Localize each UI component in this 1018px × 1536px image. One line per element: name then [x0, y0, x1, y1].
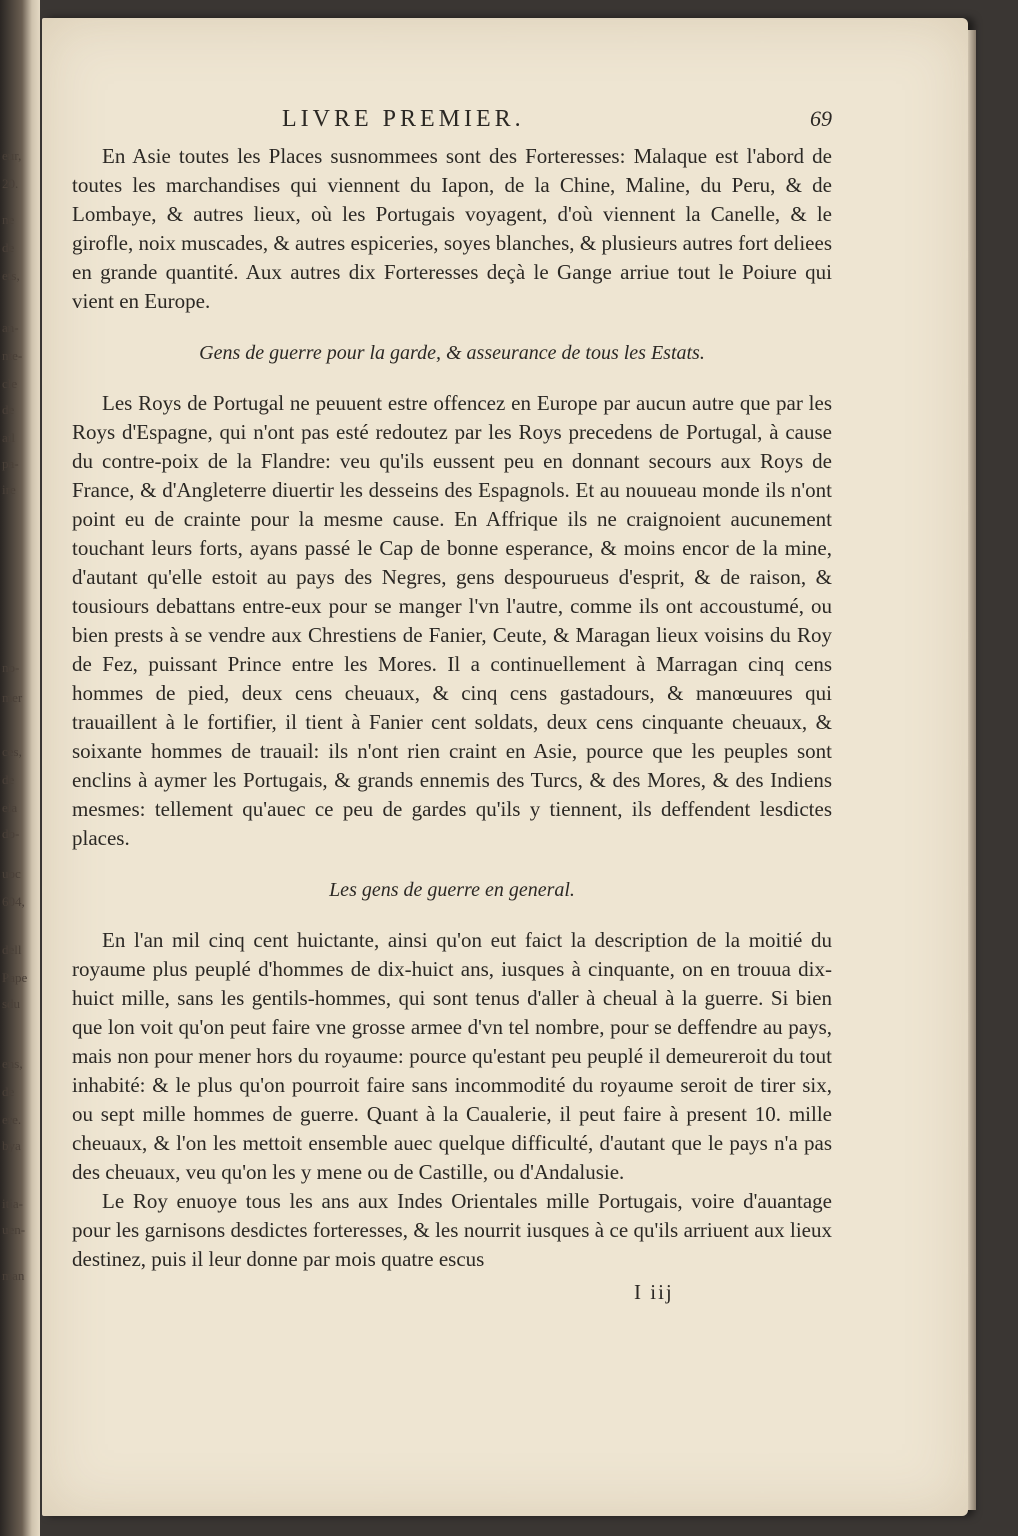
- margin-fragment: de: [2, 402, 15, 417]
- margin-fragment: de: [2, 772, 15, 787]
- margin-fragment: de: [2, 240, 15, 255]
- margin-fragment: de: [2, 1084, 15, 1099]
- page-number: 69: [810, 106, 832, 131]
- margin-fragment: ets,: [2, 268, 20, 283]
- adjacent-page-edge: [0, 0, 40, 1536]
- margin-fragment: ela: [2, 800, 18, 815]
- paragraph-kings-of-portugal: Les Roys de Portugal ne peuuent estre offencez en Europe par aucun autre que par les Roys d'Espagne, qui n'ont pas esté redoutez par les Roys precedens de Portugal, à cause du contre-poix de la Flandre: veu qu'ils eussent peu en donnant secours aux Roys de France, & d'Angleterre diuertir les desseins des Espagnols. Et au nouueau monde ils n'ont point eu de crainte pour la mesme cause. En Affrique ils ne craignoient aucunement touchant leurs forts, ayans passé le Cap de bonne esperance, & moins encor de la mine, d'autant qu'elle estoit au pays des Negres, gens despourueus d'esprit, & de raison, & tousiours debattans entre-eux pour se manger l'vn l'autre, comme ils ont accoustumé, ou bien prests à se vendre aux Chrestiens de Fanier, Ceute, & Maragan lieux voisins du Roy de Fez, puissant Prince entre les Mores. Il a continuellement à Marragan cinq cens hommes de pied, deux cens cheuaux, & cinq cens gastadours, & manœuures qui trauaillent à le fortifier, il tient à Fanier cent soldats, deux cens cinquante cheuaux, & soixante hommes de trauail: ils n'ont rien craint en Asie, pource que les peuples sont enclins à aymer les Portugais, & grands ennemis des Turcs, & des Mores, & des Indiens mesmes: tellement qu'auec ce peu de gardes qu'ils y tiennent, ils deffendent lesdictes places.: [72, 391, 832, 850]
- margin-fragment: itia-: [2, 1196, 23, 1211]
- margin-fragment: eur,: [2, 148, 22, 163]
- margin-fragment: sdu: [2, 996, 21, 1011]
- margin-fragment: ail: [2, 430, 15, 445]
- book-page: [42, 18, 968, 1516]
- margin-fragment: bya: [2, 1138, 21, 1153]
- margin-fragment: mer: [2, 690, 23, 705]
- margin-fragment: nte-: [2, 348, 23, 363]
- running-header: [282, 106, 832, 133]
- margin-fragment: man: [2, 1268, 25, 1283]
- section-heading-garrisons: Gens de guerre pour la garde, & asseurance de tous les Estats.: [199, 342, 705, 364]
- margin-fragment: Pape: [2, 970, 28, 985]
- margin-fragment: an-: [2, 320, 19, 335]
- margin-fragment: 20.: [2, 176, 19, 191]
- signature-mark: I iij: [634, 1280, 674, 1304]
- margin-fragment: ens,: [2, 1056, 23, 1071]
- margin-fragment: no-: [2, 660, 20, 675]
- margin-fragment: pa-: [2, 456, 19, 471]
- margin-fragment: ere.: [2, 1112, 22, 1127]
- margin-fragment: ces,: [2, 744, 22, 759]
- page-edge-shadow: [968, 30, 976, 1510]
- margin-fragment: 604,: [2, 894, 25, 909]
- paragraph-king-sends: Le Roy enuoye tous les ans aux Indes Orientales mille Portugais, voire d'auantage pour les garnisons desdictes forteresses, & les nourrit iusques à ce qu'ils arriuent aux lieux destinez, puis il leur donne par mois quatre escus: [72, 1189, 832, 1271]
- margin-fragment: ire: [2, 482, 16, 497]
- margin-fragment: uoc: [2, 866, 21, 881]
- margin-fragment: dell: [2, 942, 22, 957]
- body-text: [72, 142, 832, 1274]
- running-title: LIVRE PREMIER.: [282, 106, 525, 132]
- margin-fragment: uen-: [2, 1222, 26, 1237]
- margin-fragment: cle: [2, 376, 18, 391]
- margin-fragment: ne: [2, 212, 15, 227]
- section-heading-men-of-war: Les gens de guerre en general.: [329, 879, 575, 901]
- margin-fragment: do-: [2, 826, 20, 841]
- paragraph-asia-fortresses: En Asie toutes les Places susnommees sont des Forteresses: Malaque est l'abord de toutes les marchandises qui viennent du Iapon, de la Chine, Maline, du Peru, & de Lombaye, & autres lieux, où les Portugais voyagent, d'où viennent la Canelle, & le girofle, noix muscades, & autres espiceries, soyes blanches, & plusieurs autres fort deliees en grande quantité. Aux autres dix Forteresses deçà le Gange arriue tout le Poiure qui vient en Europe.: [72, 144, 832, 313]
- paragraph-year-1580: En l'an mil cinq cent huictante, ainsi qu'on eut faict la description de la moitié du royaume plus peuplé d'hommes de dix-huict ans, iusques à cinquante, on en trouua dix-huict mille, sans les gentils-hommes, qui sont tenus d'aller à cheual à la guerre. Si bien que lon voit qu'on peut faire vne grosse armee d'vn tel nombre, pour se deffendre au pays, mais non pour mener hors du royaume: pource qu'estant peu peuplé il demeureroit du tout inhabité: & le plus qu'on pourroit faire sans incommodité du royaume seroit de tirer six, ou sept mille hommes de guerre. Quant à la Caualerie, il peut faire à present 10. mille cheuaux, & l'on les mettoit ensemble auec quelque difficulté, d'autant que le pays n'a pas des cheuaux, veu qu'on les y mene ou de Castille, ou d'Andalusie.: [72, 928, 832, 1184]
